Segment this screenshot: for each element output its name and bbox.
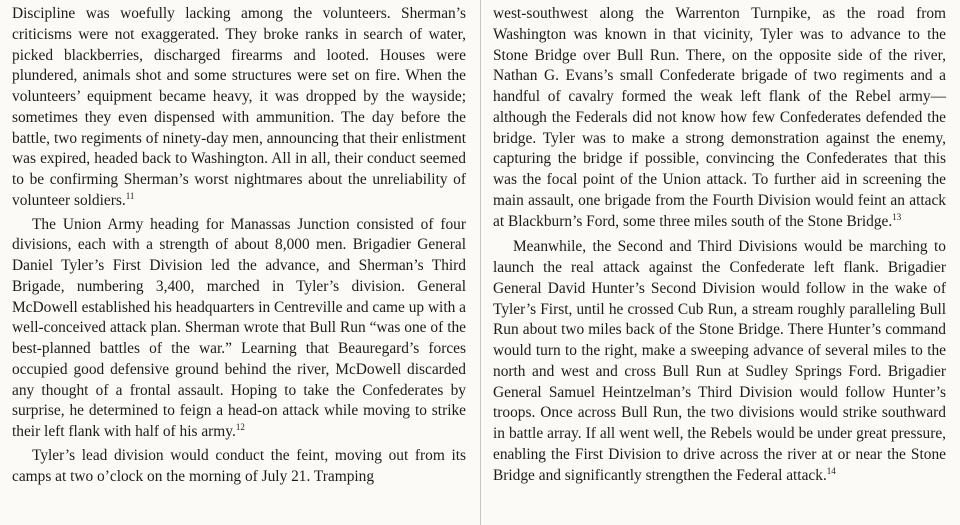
paragraph — [12, 446, 466, 488]
paragraph-text: The Union Army heading for Manassas Junction consisted of four divisions, each with a strength of about 8,000 men. Brigadier General Daniel Tyler’s First Division led the advance, and Sherman’s Third Brigade, numbering 3,400, marched in Tyler’s division. General McDowell established his headquarters in Centreville and came up with a well-conceived attack plan. Sherman wrote that Bull Run “was one of the best-planned battles of the war.” Learning that Beauregard’s forces occupied good defensive ground behind the river, McDowell discarded any thought of a frontal assault. Hoping to take the Confederates by surprise, he determined to feign a head-on attack while moving to strike their left flank with half of his army. — [12, 215, 466, 440]
left-column — [12, 4, 466, 487]
paragraph — [493, 4, 946, 232]
footnote-marker: 11 — [125, 190, 135, 201]
right-column — [493, 4, 946, 486]
paragraph-text: Meanwhile, the Second and Third Divisions would be marching to launch the real attack against the Confederate left flank. Brigadier General David Hunter’s Second Division would follow in the wake of Tyler’s First, until he crossed Cub Run, a stream roughly paralleling Bull Run about two miles back of the Stone Bridge. There Hunter’s command would turn to the right, make a sweeping advance of several miles to the north and west and cross Bull Run at Sudley Springs Ford. Brigadier General Samuel Heintzelman’s Third Division would follow Hunter’s troops. Once across Bull Run, the two divisions would strike southward in battle array. If all went well, the Rebels would be under great pressure, enabling the First Division to drive across the river at or near the Stone Bridge and significantly strengthen the Federal attack. — [493, 238, 946, 484]
paragraph-text: west-southwest along the Warrenton Turnpike, as the road from Washington was known in that vicinity, Tyler was to advance to the Stone Bridge over Bull Run. There, on the opposite side of the river, Nathan G. Evans’s small Confederate brigade of two regiments and a handful of cavalry formed the weak left flank of the Rebel army—although the Federals did not know how few Confederates defended the bridge. Tyler was to make a strong demonstration against the enemy, capturing the bridge if possible, convincing the Confederates that this was the focal point of the Union attack. To further aid in screening the main assault, one brigade from the Fourth Division would feint an attack at Blackburn’s Ford, some three miles south of the Stone Bridge. — [493, 5, 946, 230]
footnote-marker: 14 — [826, 465, 836, 476]
paragraph — [12, 4, 466, 212]
paragraph — [493, 237, 946, 486]
paragraph-text: Tyler’s lead division would conduct the feint, moving out from its camps at two o’clock on the morning of July 21. Tramping — [12, 446, 466, 485]
footnote-marker: 12 — [235, 421, 245, 432]
paragraph — [12, 215, 466, 443]
paragraph-text: Discipline was woefully lacking among the volunteers. Sherman’s criticisms were not exaggerated. They broke ranks in search of water, picked blackberries, discharged firearms and looted. Houses were plundered, animals shot and some structures were set on fire. When the volunteers’ equipment became heavy, it was dropped by the wayside; sometimes they even dispensed with ammunition. The day before the battle, two regiments of ninety-day men, announcing that their enlistment was expired, headed back to Washington. All in all, their conduct seemed to be confirming Sherman’s worst nightmares about the unreliability of volunteer soldiers. — [12, 5, 466, 209]
column-divider — [480, 0, 481, 525]
footnote-marker: 13 — [892, 211, 902, 222]
